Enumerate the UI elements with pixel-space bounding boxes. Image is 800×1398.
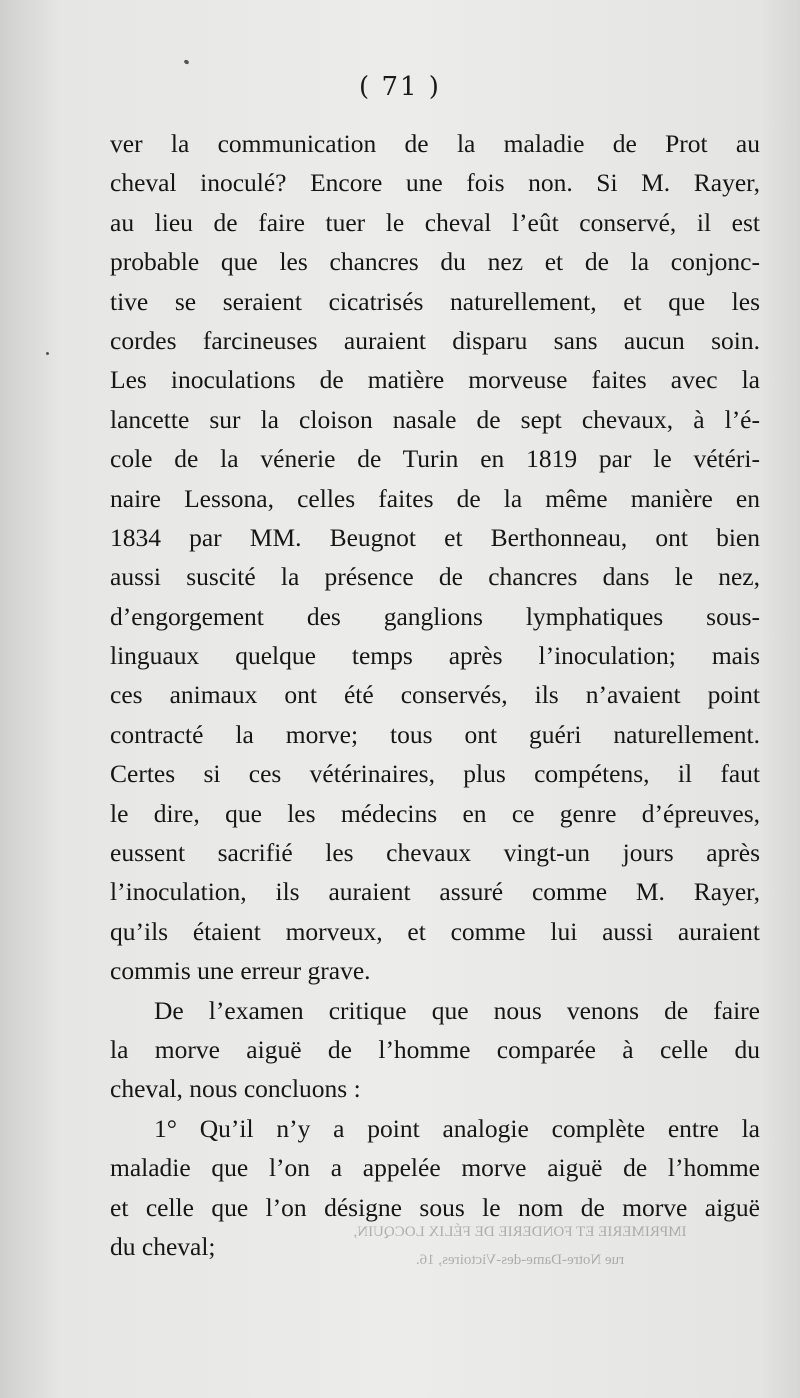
text-line: tive se seraient cicatrisés naturellement, et que les bbox=[110, 286, 760, 316]
bleed-through-line: rue Notre-Dame-des-Victoires, 16. bbox=[415, 1252, 625, 1268]
text-line: au lieu de faire tuer le cheval l’eût conservé, il est bbox=[110, 207, 760, 237]
text-line: maladie que l’on a appelée morve aiguë de l’homme bbox=[110, 1153, 760, 1183]
text-line: 1834 par MM. Beugnot et Berthonneau, ont bien bbox=[110, 522, 760, 552]
text-line: 1° Qu’il n’y a point analogie complète entre la bbox=[154, 1113, 760, 1143]
page-number: ( 71 ) bbox=[359, 72, 441, 102]
text-line: qu’ils étaient morveux, et comme lui aussi auraient bbox=[110, 916, 760, 946]
text-line: aussi suscité la présence de chancres dans le nez, bbox=[110, 562, 760, 592]
ink-speck bbox=[45, 351, 49, 355]
text-line: linguaux quelque temps après l’inoculation; mais bbox=[110, 641, 760, 671]
text-line: Certes si ces vétérinaires, plus compétens, il faut bbox=[110, 759, 760, 789]
text-line: probable que les chancres du nez et de la conjonc- bbox=[110, 247, 760, 277]
text-line: commis une erreur grave. bbox=[110, 956, 371, 986]
text-line: et celle que l’on désigne sous le nom de morve aiguë bbox=[110, 1192, 760, 1222]
text-line: cheval inoculé? Encore une fois non. Si M. Rayer, bbox=[110, 168, 760, 198]
text-line: Les inoculations de matière morveuse faites avec la bbox=[110, 365, 760, 395]
body-text bbox=[110, 124, 760, 1266]
text-line: la morve aiguë de l’homme comparée à celle du bbox=[110, 1034, 760, 1064]
text-line: De l’examen critique que nous venons de faire bbox=[154, 995, 760, 1025]
ink-speck bbox=[183, 59, 189, 65]
bleed-through-text bbox=[280, 1218, 760, 1274]
text-line: cole de la vénerie de Turin en 1819 par le vétéri- bbox=[110, 444, 760, 474]
text-line: eussent sacrifié les chevaux vingt-un jours après bbox=[110, 838, 760, 868]
bleed-through-line: IMPRIMERIE ET FONDERIE DE FÉLIX LOCQUIN, bbox=[353, 1224, 687, 1240]
text-line: naire Lessona, celles faites de la même manière en bbox=[110, 483, 760, 513]
text-line: ver la communication de la maladie de Prot au bbox=[110, 129, 760, 158]
text-line: lancette sur la cloison nasale de sept chevaux, à l’é- bbox=[110, 404, 760, 434]
text-line: ces animaux ont été conservés, ils n’avaient point bbox=[110, 680, 760, 710]
text-line: contracté la morve; tous ont guéri naturellement. bbox=[110, 719, 760, 749]
text-line: cheval, nous concluons : bbox=[110, 1074, 361, 1104]
text-line: d’engorgement des ganglions lymphatiques sous- bbox=[110, 601, 760, 631]
text-line: du cheval; bbox=[110, 1231, 216, 1261]
text-line: le dire, que les médecins en ce genre d’épreuves, bbox=[110, 798, 760, 828]
text-line: l’inoculation, ils auraient assuré comme M. Rayer, bbox=[110, 877, 760, 907]
text-line: cordes farcineuses auraient disparu sans aucun soin. bbox=[110, 325, 760, 355]
